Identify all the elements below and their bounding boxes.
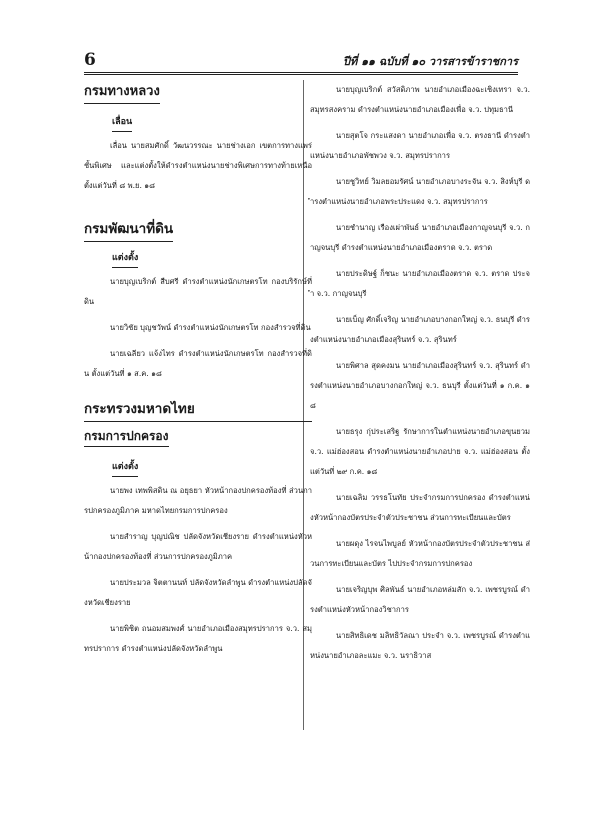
dept-land-subheading: แต่งตั้ง xyxy=(112,250,138,268)
appointment-para: นายบุญเบริกต์ สวัสดิภาพ นายอำเภอเมืองฉะเชิงเทรา จ.ว. สมุทรสงคราม ดำรงตำแหน่งนายอำเภอเมืองเพื่อ จ.ว. ปทุมธานี xyxy=(310,85,530,114)
ministry-para: นายสำราญ บุญปณิช ปลัดจังหวัดเชียงราย ดำรงตำแหน่งหัวหน้ากองปกครองท้องที่ ส่วนการปกครองภูมิภาค xyxy=(84,532,312,561)
header-rule xyxy=(84,72,518,73)
ministry-para: นายพง เทพพิสดิน ณ อยุธยา หัวหน้ากองปกครองท้องที่ ส่วนการปกครองภูมิภาค มหาดไทยกรมการปกครอง xyxy=(84,486,312,515)
right-column xyxy=(310,80,530,672)
dept-land-para: นายเฉลียว แจ้งไทร ดำรงตำแหน่งนักเกษตรโท กองสำรวจที่ดิน ตั้งแต่วันที่ ๑ ส.ค. ๑๘ xyxy=(84,349,312,378)
dept-land-para: นายบุญเบริกต์ สืบศรี ดำรงตำแหน่งนักเกษตรโท กองบริรักษ์ที่ดิน xyxy=(84,277,312,306)
appointment-para: นายธรุง กุ่ประเสริฐ รักษาการในตำแหน่งนายอำเภอขุนยวม จ.ว. แม่ฮ่องสอน ดำรงตำแหน่งนายอำเภอปาย จ.ว. แม่ฮ่องสอน ตั้งแต่วันที่ ๒๙ ก.ค. ๑๘ xyxy=(310,427,530,476)
appointment-para: นายชำนาญ เรืองเผ่าพันธ์ นายอำเภอเมืองกาญจนบุรี จ.ว. กาญจนบุรี ดำรงตำแหน่งนายอำเภอเมืองตราด จ.ว. ตราด xyxy=(310,223,530,252)
ministry-title: กระทรวงมหาดไทย xyxy=(84,398,312,422)
ministry-para: นายประมวล จิตตานนท์ ปลัดจังหวัดลำพูน ดำรงตำแหน่งปลัดจังหวัดเชียงราย xyxy=(84,578,312,607)
appointment-para: นายเฉลิม วรรธโนทัย ประจำกรมการปกครอง ดำรงตำแหน่งหัวหน้ากองบัตรประจำตัวประชาชน ส่วนการทะเบียนและบัตร xyxy=(310,493,530,522)
dept-land-para: นายวิชัย บุญชวัพน์ ดำรงตำแหน่งนักเกษตรโท กองสำรวจที่ดิน xyxy=(110,323,311,332)
ministry-subheading: แต่งตั้ง xyxy=(112,459,138,477)
appointment-para: นายสุตโจ กระแสงดา นายอำเภอเพื่อ จ.ว. ตรงธานี ดำรงตำแหน่งนายอำเภอพัชพวง จ.ว. สมุทรปราการ xyxy=(310,131,530,160)
header-rule-thin xyxy=(84,74,518,75)
left-column xyxy=(84,80,312,665)
appointment-para: นายประดิษฐ์ ก็ชนะ นายอำเภอเมืองตราด จ.ว. ตราด ประจำ จ.ว. กาญจนบุรี xyxy=(310,269,530,298)
appointment-para: นายเจริญบุพ ศิลพันธ์ นายอำเภอหล่มสัก จ.ว. เพชรบูรณ์ ดำรงตำแหน่งหัวหน้ากองวิชาการ xyxy=(310,585,530,614)
appointment-para: นายเบ็ญ ศักดิ์เจริญ นายอำเภอบางกอกใหญ่ จ.ว. ธนบุรี ดำรงตำแหน่งนายอำเภอเมืองสุรินทร์ จ.ว. สุรินทร์ xyxy=(310,315,530,344)
ministry-para: นายพิชิต ถนอมสมพงศ์ นายอำเภอเมืองสมุทรปราการ จ.ว. สมุทรปราการ ดำรงตำแหน่งปลัดจังหวัดลำพูน xyxy=(84,624,312,653)
ministry-dept-title: กรมการปกครอง xyxy=(84,426,169,447)
appointment-para: นายชูวิทย์ วิมลยอมรัศน์ นายอำเภอบางระจัน จ.ว. สิงห์บุรี ดำรงตำแหน่งนายอำเภอพระประแดง จ.ว. สมุทรปราการ xyxy=(310,177,530,206)
dept-land-title: กรมพัฒนาที่ดิน xyxy=(84,218,173,242)
page-header xyxy=(84,50,518,70)
dept-highways-title: กรมทางหลวง xyxy=(84,81,160,104)
page-number: 6 xyxy=(84,50,96,70)
appointment-para: นายผดุง ไรจนไพบูลย์ หัวหน้ากองบัตรประจำตัวประชาชน ส่วนการทะเบียนและบัตร ไปประจำกรมการปกครอง xyxy=(310,539,530,568)
dept-highways-para: เลื่อน นายสมศักดิ์ วัฒนวรรณะ นายช่างเอก เขตการทางแพร่ ชั้นพิเศษ และแต่งตั้งให้ดำรงตำแหน่งนายช่างพิเศษการทางท้ายเหนือ ตั้งแต่วันที่ ๘ พ.ย. ๑๘ xyxy=(84,141,312,190)
appointment-para: นายพิศาล สุดคงมน นายอำเภอเมืองสุรินทร์ จ.ว. สุรินทร์ ดำรงตำแหน่งนายอำเภอบางกอกใหญ่ จ.ว. ธนบุรี ตั้งแต่วันที่ ๑ ก.ค. ๑๘ xyxy=(310,361,530,410)
dept-highways-subheading: เลื่อน xyxy=(112,114,132,132)
running-title: ปีที่ ๑๑ ฉบับที่ ๑๐ วารสารข้าราชการ xyxy=(343,55,518,68)
appointment-para: นายสิทธิเดช มลิทธิวัลณา ประจำ จ.ว. เพชรบูรณ์ ดำรงตำแหน่งนายอำเภอละแมะ จ.ว. นราธิวาส xyxy=(310,631,530,660)
